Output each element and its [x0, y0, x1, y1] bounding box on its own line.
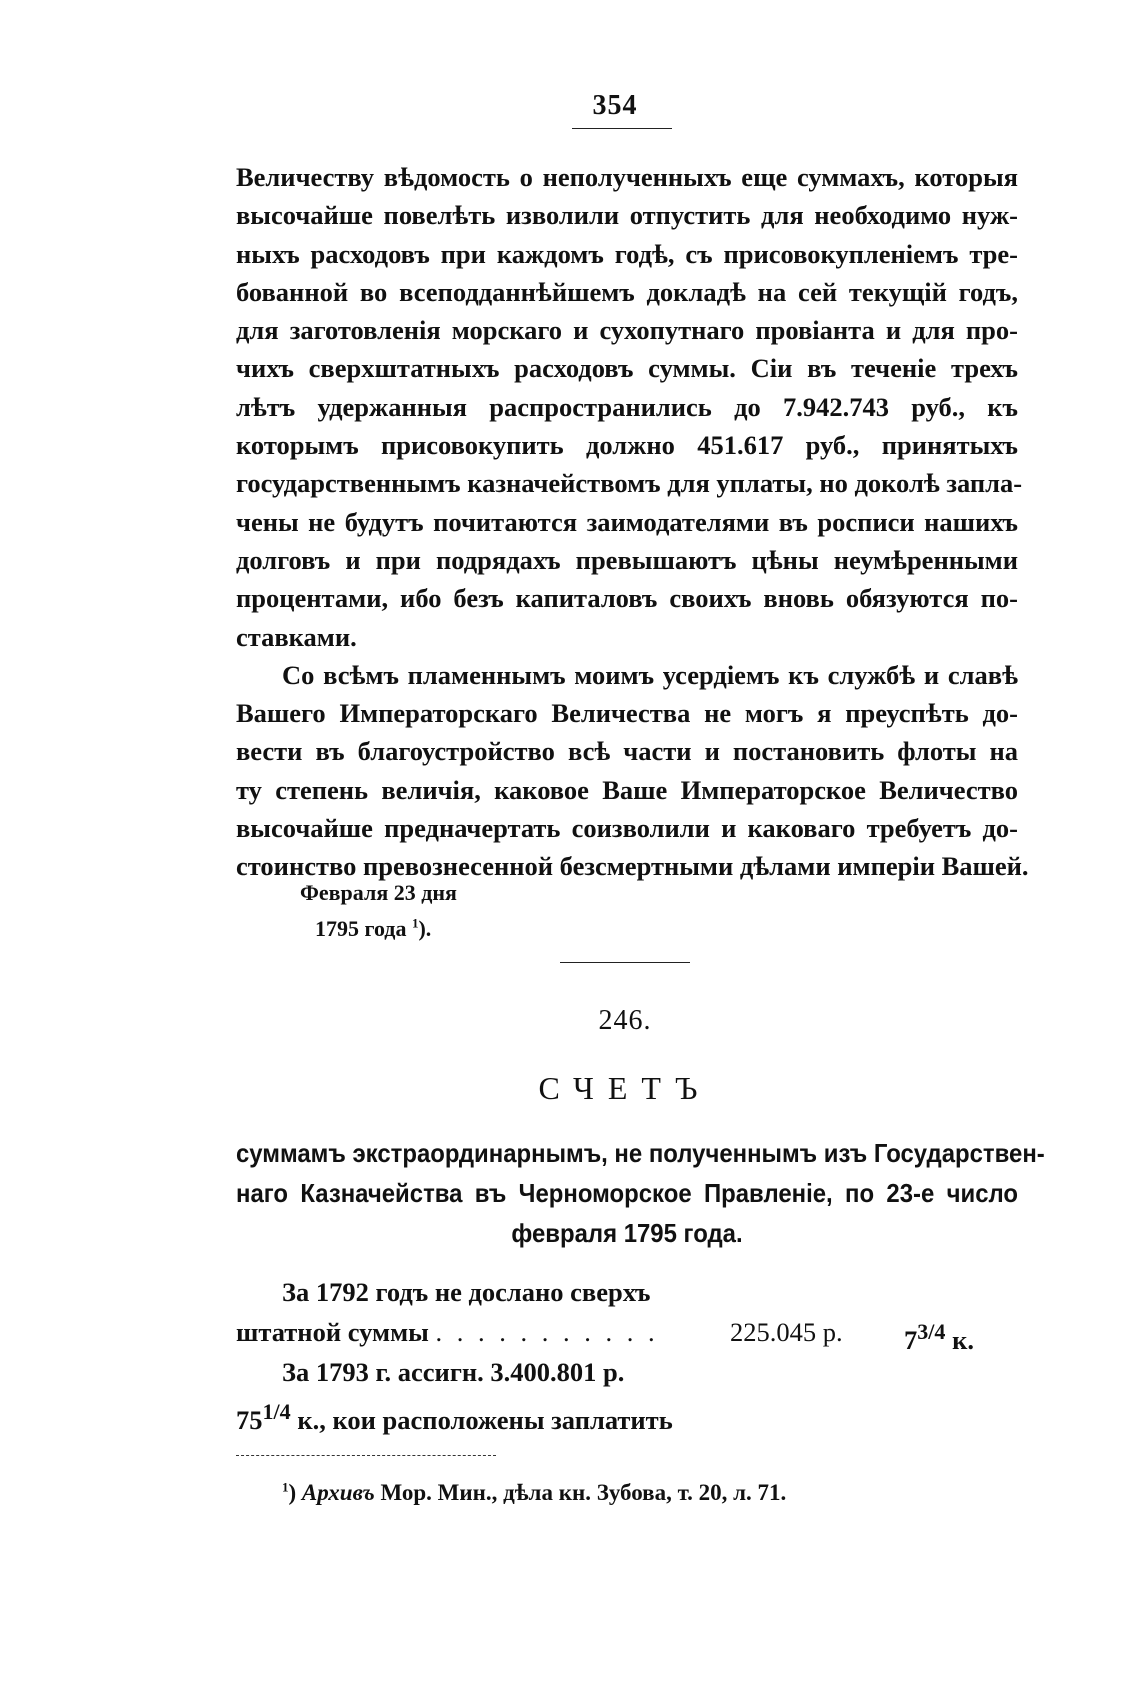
text-line: Величеству вѣдомость о неполученныхъ еще суммахъ, которыя — [236, 162, 1018, 192]
kopecks-unit: к. — [952, 1324, 974, 1355]
account-description: За 1793 г. ассигн. 3.400.801 р. — [282, 1357, 625, 1387]
kopecks-whole: 75 — [236, 1404, 263, 1435]
text-line: долговъ и при подрядахъ превышаютъ цѣны неумѣренными — [236, 544, 1018, 575]
date-line-2 — [300, 911, 457, 947]
account-table — [236, 1272, 1036, 1435]
text-line: чихъ сверхштатныхъ расходовъ суммы. Сіи въ теченіе трехъ — [236, 353, 1018, 384]
text-line: чены не будутъ почитаются заимодателями въ росписи нашихъ — [236, 506, 1018, 537]
letter-date — [300, 875, 457, 947]
document-title: СЧЕТЪ — [538, 1070, 712, 1106]
text-line: ставками. — [236, 621, 357, 652]
footnote-source: Архивъ — [301, 1480, 375, 1505]
page-number: 354 — [592, 90, 638, 121]
body-text — [236, 158, 1029, 886]
text-line: высочайше предначертать соизволили и каковаго требуетъ до- — [236, 813, 1018, 844]
text-line: ныхъ расходовъ при каждомъ годѣ, съ присовокупленіемъ тре- — [236, 238, 1018, 269]
account-item-label: штатной суммы — [236, 1317, 429, 1347]
kopecks-whole: 7 — [904, 1324, 918, 1355]
footnote-text: Мор. Мин., дѣла кн. Зубова, т. 20, л. 71. — [380, 1480, 787, 1505]
kopecks-fraction: 1/4 — [262, 1399, 291, 1424]
footnote-divider — [236, 1455, 496, 1456]
account-row — [236, 1312, 1036, 1355]
date-year: 1795 года — [315, 916, 407, 941]
footnote-number: 1 — [282, 1479, 289, 1495]
account-description: За 1792 годъ не дослано сверхъ — [282, 1277, 651, 1307]
account-amount-rubles: 225.045 р. — [730, 1317, 843, 1347]
text-line: ту степень величія, каковое Ваше Императорское Величество — [236, 774, 1018, 805]
subtitle-line: наго Казначейства въ Черноморское Правленіе, по 23-е число — [236, 1178, 1018, 1208]
subtitle-line: суммамъ экстраординарнымъ, не полученнымъ изъ Государствен- — [236, 1138, 1045, 1168]
text-line: вести въ благоустройство всѣ части и постановить флоты на — [236, 736, 1018, 767]
account-row — [236, 1272, 1036, 1312]
text-line: лѣтъ удержанныя распространились до 7.942.743 руб., къ — [236, 391, 1018, 422]
page-number-rule — [572, 128, 672, 129]
account-row — [236, 1392, 1036, 1435]
document-subtitle — [236, 1133, 1045, 1253]
section-divider — [560, 962, 690, 963]
text-line: Вашего Императорскаго Величества не могъ я преуспѣть до- — [236, 698, 1018, 729]
document-number: 246. — [598, 1005, 652, 1036]
text-line: Со всѣмъ пламеннымъ моимъ усердіемъ къ службѣ и славѣ — [282, 659, 1018, 690]
text-line: бованной во всеподданнѣйшемъ докладѣ на сей текущій годъ, — [236, 276, 1018, 307]
text-line: высочайше повелѣть изволили отпустить для необходимо нуж- — [236, 200, 1018, 231]
account-item-label: к., кои расположены заплатить — [297, 1404, 673, 1435]
leader-dots: . . . . . . . . . . . — [435, 1317, 659, 1347]
footnote-marker: 1 — [411, 915, 419, 931]
subtitle-line: февраля 1795 года. — [511, 1218, 743, 1248]
date-line-1: Февраля 23 дня — [300, 880, 457, 905]
account-description — [236, 1392, 673, 1440]
account-row — [236, 1352, 1036, 1392]
text-line: процентами, ибо безъ капиталовъ своихъ вновь обязуются по- — [236, 583, 1018, 614]
text-line: для заготовленія морскаго и сухопутнаго провіанта и для про- — [236, 315, 1018, 346]
text-line: стоинство превознесенной безсмертными дѣлами имперіи Вашей. — [236, 851, 1029, 882]
footnote: $^1$) Архивъ Мор. Мин., дѣла кн. Зубова, т. 20, л. 71. — [282, 1479, 787, 1505]
kopecks-fraction: 3/4 — [917, 1319, 946, 1344]
text-line: которымъ присовокупить должно 451.617 руб., принятыхъ — [236, 430, 1018, 461]
account-description — [236, 1312, 659, 1352]
date-close: ). — [418, 916, 432, 941]
text-line: государственнымъ казначействомъ для уплаты, но доколѣ запла- — [236, 468, 1023, 499]
